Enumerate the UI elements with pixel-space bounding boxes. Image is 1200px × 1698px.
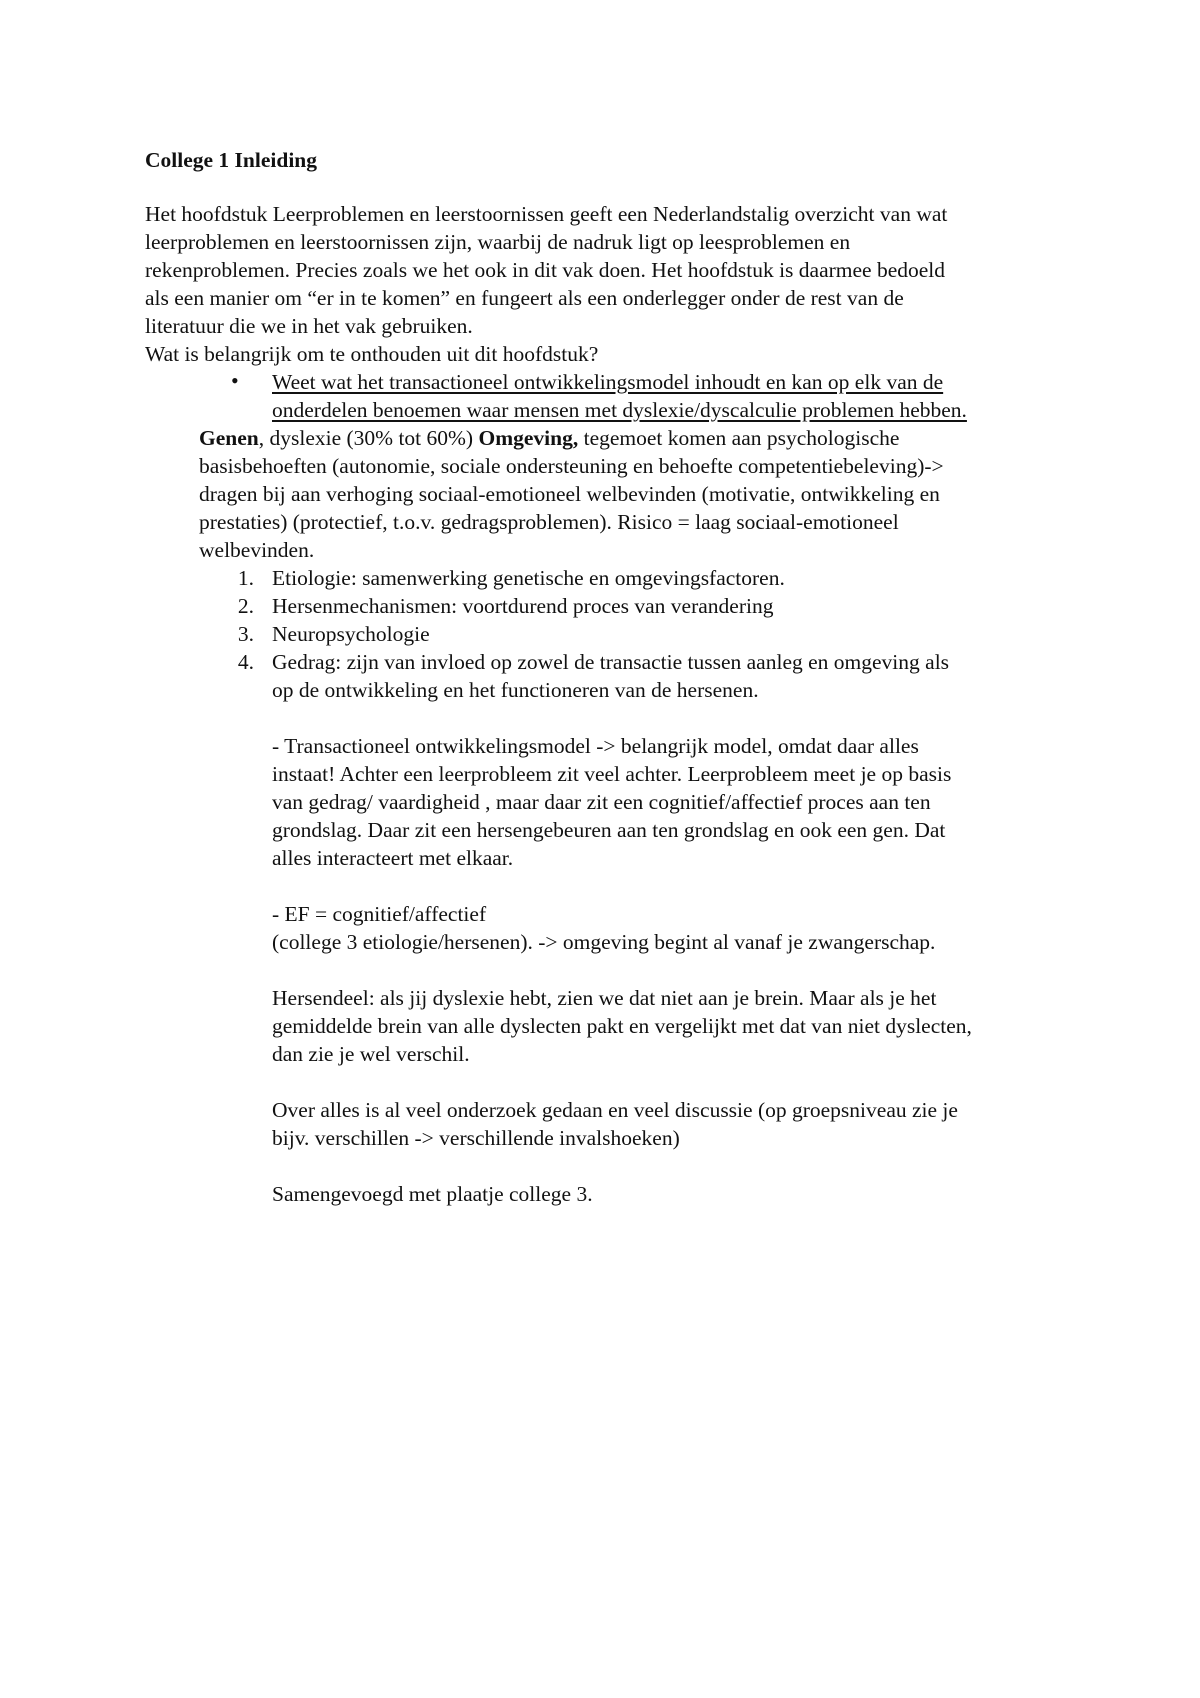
list-item: Gedrag: zijn van invloed op zowel de transactie tussen aanleg en omgeving als bbox=[272, 650, 950, 674]
genen-label: Genen bbox=[199, 426, 259, 450]
bullet-icon: • bbox=[231, 368, 239, 393]
list-item: Etiologie: samenwerking genetische en omgevingsfactoren. bbox=[272, 566, 785, 590]
list-number: 2. bbox=[237, 594, 254, 618]
note-line: - Transactioneel ontwikkelingsmodel -> belangrijk model, omdat daar alles bbox=[272, 734, 919, 758]
genen-line bbox=[199, 424, 899, 452]
list-number: 1. bbox=[237, 566, 254, 590]
note-line: bijv. verschillen -> verschillende invalshoeken) bbox=[272, 1126, 680, 1150]
genen-line: welbevinden. bbox=[199, 538, 315, 562]
list-item: Hersenmechanismen: voortdurend proces van verandering bbox=[272, 594, 774, 618]
note-line: van gedrag/ vaardigheid , maar daar zit een cognitief/affectief proces aan ten bbox=[272, 790, 931, 814]
omgeving-text: tegemoet komen aan psychologische bbox=[578, 426, 900, 450]
bullet-text: onderdelen benoemen waar mensen met dyslexie/dyscalculie problemen hebben. bbox=[272, 398, 967, 422]
list-item-continuation: op de ontwikkeling en het functioneren van de hersenen. bbox=[272, 678, 759, 702]
note-line: grondslag. Daar zit een hersengebeuren aan ten grondslag en ook een gen. Dat bbox=[272, 818, 946, 842]
intro-question: Wat is belangrijk om te onthouden uit dit hoofdstuk? bbox=[145, 342, 599, 366]
genen-text: , dyslexie (30% tot 60%) bbox=[258, 426, 479, 450]
note-line: - EF = cognitief/affectief bbox=[272, 902, 487, 926]
intro-line: Het hoofdstuk Leerproblemen en leerstoornissen geeft een Nederlandstalig overzicht van wat bbox=[145, 202, 948, 226]
genen-line: dragen bij aan verhoging sociaal-emotioneel welbevinden (motivatie, ontwikkeling en bbox=[199, 482, 940, 506]
note-line: instaat! Achter een leerprobleem zit veel achter. Leerprobleem meet je op basis bbox=[272, 762, 952, 786]
note-line: alles interacteert met elkaar. bbox=[272, 846, 514, 870]
note-line: Samengevoegd met plaatje college 3. bbox=[272, 1182, 593, 1206]
omgeving-label: Omgeving, bbox=[478, 426, 579, 450]
note-line: Over alles is al veel onderzoek gedaan en veel discussie (op groepsniveau zie je bbox=[272, 1098, 958, 1122]
note-line: (college 3 etiologie/hersenen). -> omgeving begint al vanaf je zwangerschap. bbox=[272, 930, 936, 954]
list-item: Neuropsychologie bbox=[272, 622, 430, 646]
list-number: 3. bbox=[237, 622, 254, 646]
note-line: dan zie je wel verschil. bbox=[272, 1042, 470, 1066]
genen-line: prestaties) (protectief, t.o.v. gedragsproblemen). Risico = laag sociaal-emotioneel bbox=[199, 510, 899, 534]
genen-line: basisbehoeften (autonomie, sociale ondersteuning en behoefte competentiebeleving)-> bbox=[199, 454, 944, 478]
intro-line: leerproblemen en leerstoornissen zijn, waarbij de nadruk ligt op leesproblemen en bbox=[145, 230, 851, 254]
intro-line: als een manier om “er in te komen” en fungeert als een onderlegger onder de rest van de bbox=[145, 286, 904, 310]
document-title: College 1 Inleiding bbox=[145, 148, 318, 172]
intro-line: literatuur die we in het vak gebruiken. bbox=[145, 314, 473, 338]
intro-line: rekenproblemen. Precies zoals we het ook in dit vak doen. Het hoofdstuk is daarmee bedoeld bbox=[145, 258, 946, 282]
note-line: Hersendeel: als jij dyslexie hebt, zien we dat niet aan je brein. Maar als je het bbox=[272, 986, 937, 1010]
list-number: 4. bbox=[237, 650, 254, 674]
note-line: gemiddelde brein van alle dyslecten pakt en vergelijkt met dat van niet dyslecten, bbox=[272, 1014, 972, 1038]
bullet-text: Weet wat het transactioneel ontwikkelingsmodel inhoudt en kan op elk van de bbox=[272, 370, 944, 394]
